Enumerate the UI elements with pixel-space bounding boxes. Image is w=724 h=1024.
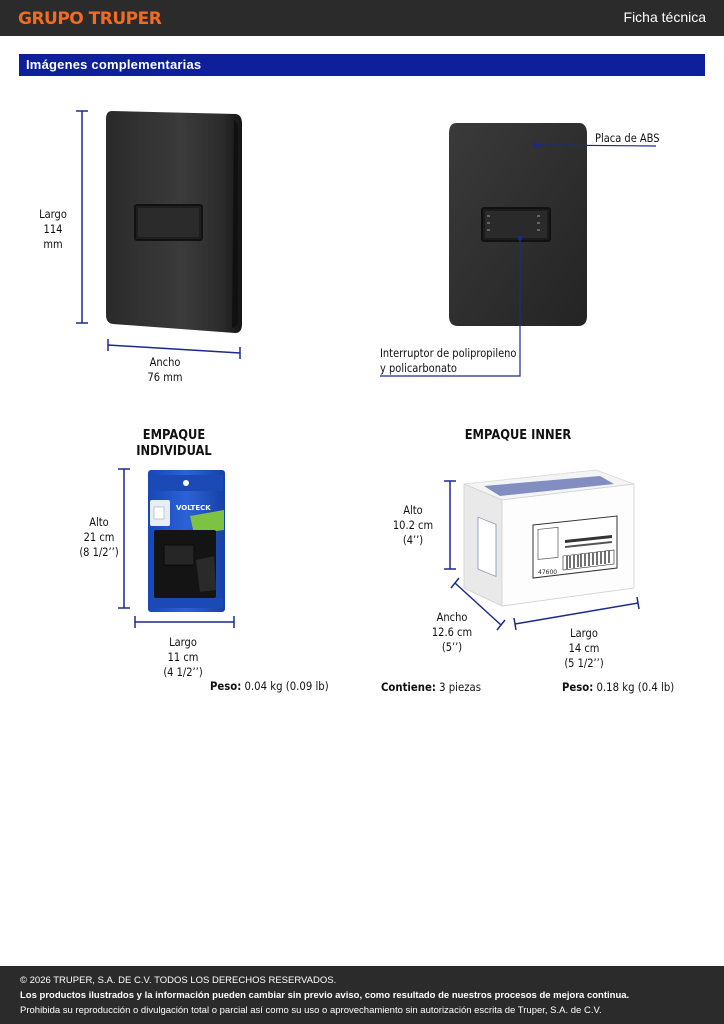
inner-ancho-text: Ancho — [436, 610, 468, 624]
individual-largo-line — [135, 616, 234, 628]
inner-largo-text: Largo — [570, 626, 598, 640]
individual-largo-cm: 11 cm — [167, 650, 199, 664]
individual-weight-value: 0.04 kg (0.09 lb) — [244, 679, 329, 693]
inner-ancho-in: (5’’) — [441, 640, 463, 654]
width-label-text: Ancho — [149, 355, 181, 369]
inner-weight-label: Peso: — [562, 680, 594, 694]
width-value: 76 mm — [147, 370, 183, 384]
individual-alto-in: (8 1/2’’) — [79, 545, 119, 559]
box-code-text: 47600 — [538, 569, 558, 576]
individual-largo-in: (4 1/2’’) — [163, 665, 203, 679]
length-label — [33, 207, 73, 252]
individual-alto-text: Alto — [89, 515, 109, 529]
individual-weight — [210, 679, 329, 693]
plate-callout-label: Placa de ABS — [595, 131, 660, 145]
inner-contents-label: Contiene: — [381, 680, 436, 694]
individual-largo-label — [162, 635, 205, 680]
footer-prohibition: Prohibida su reproducción o divulgación total o parcial así como su uso o aprovechamiento sin autorización escrita de Truper, S.A. de C.V. — [20, 1005, 602, 1016]
length-dimension-line — [76, 111, 88, 323]
inner-alto-label — [392, 503, 435, 548]
individual-alto-cm: 21 cm — [83, 530, 115, 544]
inner-alto-in: (4’’) — [402, 533, 424, 547]
inner-weight-value: 0.18 kg (0.4 lb) — [596, 680, 675, 694]
inner-contents — [381, 680, 481, 694]
inner-largo-cm: 14 cm — [568, 641, 600, 655]
inner-largo-in: (5 1/2’’) — [564, 656, 604, 670]
individual-largo-text: Largo — [169, 635, 197, 649]
switch-callout-label — [380, 346, 516, 376]
switch-plate-front — [106, 111, 242, 333]
inner-ancho-cm: 12.6 cm — [431, 625, 473, 639]
inner-contents-value: 3 piezas — [439, 680, 482, 694]
switch-callout-line1: Interruptor de polipropileno — [380, 346, 517, 360]
individual-package-image — [148, 470, 225, 612]
inner-alto-cm: 10.2 cm — [392, 518, 434, 532]
inner-box-image — [464, 470, 634, 606]
length-value: 114 mm — [43, 222, 63, 251]
individual-heading: EMPAQUE INDIVIDUAL — [136, 427, 212, 459]
inner-ancho-label — [430, 610, 475, 655]
inner-heading: EMPAQUE INNER — [464, 427, 572, 443]
footer — [0, 966, 724, 1024]
doc-type-label: Ficha técnica — [623, 9, 706, 25]
switch-callout-line2: y policarbonato — [380, 361, 457, 375]
individual-weight-label: Peso: — [210, 679, 242, 693]
section-title: Imágenes complementarias — [26, 57, 202, 72]
footer-copyright: © 2026 TRUPER, S.A. DE C.V. TODOS LOS DERECHOS RESERVADOS. — [20, 975, 337, 986]
switch-plate-materials — [449, 123, 587, 326]
individual-alto-label — [79, 515, 119, 560]
brand-logo: GRUPO TRUPER — [18, 9, 162, 29]
footer-notice: Los productos ilustrados y la información pueden cambiar sin previo aviso, como resultado de nuestros procesos de mejora continua. — [20, 990, 630, 1001]
length-label-text: Largo — [39, 207, 67, 221]
inner-alto-line — [444, 481, 456, 569]
inner-weight — [562, 680, 674, 694]
package-brand-text: VOLTECK — [176, 504, 211, 512]
inner-largo-label — [562, 626, 607, 671]
individual-alto-line — [118, 469, 130, 608]
width-label — [142, 355, 188, 385]
inner-alto-text: Alto — [403, 503, 423, 517]
